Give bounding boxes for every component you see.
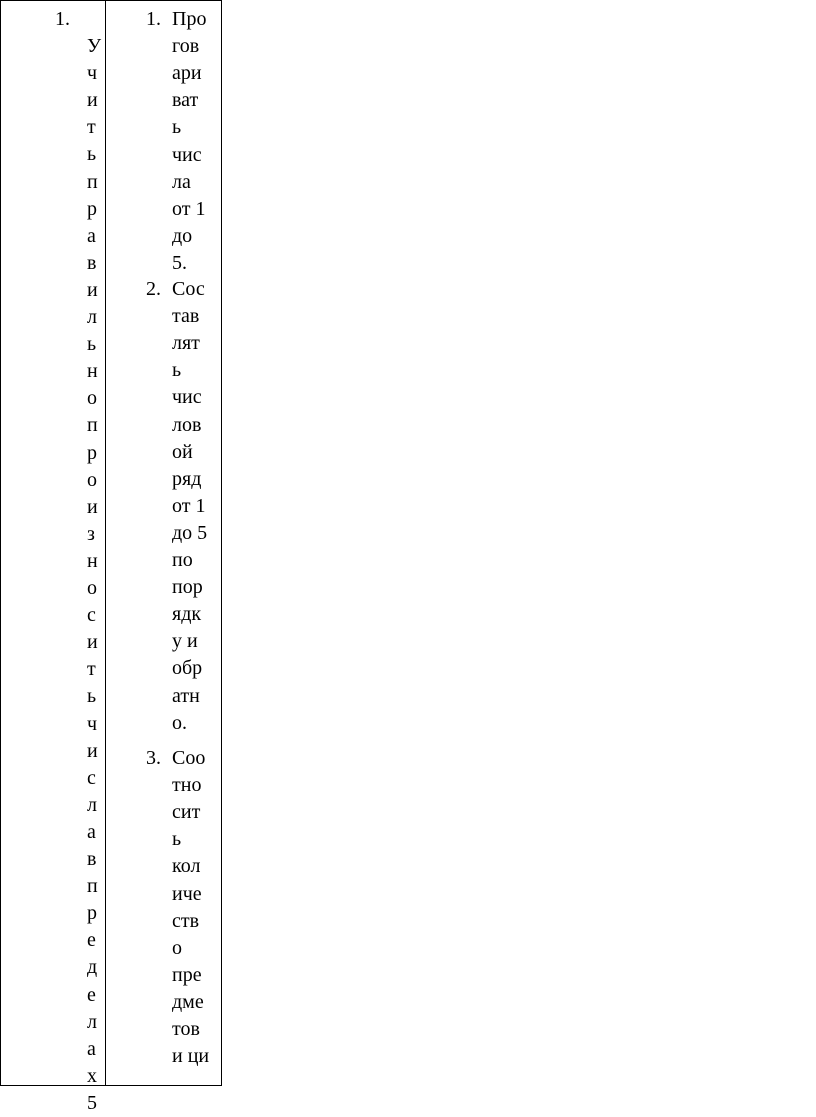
left-text-line: с xyxy=(87,766,96,789)
left-text-line: ь xyxy=(87,143,97,166)
left-text-line: т xyxy=(87,116,96,139)
left-text-line: л xyxy=(87,1010,97,1033)
right-text-line: кол xyxy=(172,855,201,878)
document-table xyxy=(0,0,222,1114)
right-item-1-marker: 1. xyxy=(146,8,161,30)
right-text-line: дме xyxy=(172,990,204,1013)
right-text-line: по xyxy=(172,549,193,571)
left-text-line: р xyxy=(87,902,97,925)
right-text-line: чис xyxy=(172,143,202,166)
left-text-line: и xyxy=(87,631,98,654)
right-text-line: лов xyxy=(172,413,202,436)
right-text-line: ь xyxy=(172,116,182,139)
right-text-line: о. xyxy=(172,711,187,734)
right-item-3-marker: 3. xyxy=(146,747,161,769)
left-text-line: х xyxy=(87,1064,97,1087)
left-text-line: а xyxy=(87,820,96,843)
left-text-line: в xyxy=(87,848,97,870)
right-text-line: тав xyxy=(172,305,200,328)
left-text-line: л xyxy=(87,793,97,816)
right-text-line: пре xyxy=(172,963,202,986)
right-text-line: Соо xyxy=(172,747,206,769)
left-text-line: н xyxy=(87,360,98,383)
table-cell-left xyxy=(1,1,106,1114)
left-text-line: с xyxy=(87,604,96,627)
right-text-line: ь xyxy=(172,828,182,851)
left-text-line: п xyxy=(87,170,98,193)
right-text-line: тно xyxy=(172,774,202,797)
left-text-line: ь xyxy=(87,333,97,356)
left-item-marker: 1. xyxy=(55,8,70,30)
right-text-line: и ци xyxy=(172,1045,210,1068)
right-text-line: сит xyxy=(172,801,201,824)
left-text-line: У xyxy=(87,35,102,57)
right-text-line: ств xyxy=(172,909,200,932)
left-text-line: р xyxy=(87,441,97,464)
right-text-line: обр xyxy=(172,657,203,680)
right-text-line: ряд xyxy=(172,467,202,490)
left-text-line: а xyxy=(87,1037,96,1060)
left-text-line: т xyxy=(87,658,96,681)
left-text-line: п xyxy=(87,414,98,437)
left-text-line: л xyxy=(87,306,97,328)
left-text-line: а xyxy=(87,224,96,247)
right-text-line: ядк xyxy=(172,603,202,626)
left-text-line: в xyxy=(87,251,97,274)
left-text-line: з xyxy=(87,522,95,545)
right-text-line: ари xyxy=(172,62,202,85)
left-text-line: и xyxy=(87,495,98,518)
right-text-line: ой xyxy=(172,440,193,463)
left-text-line: п xyxy=(87,875,98,898)
left-text-line: н xyxy=(87,549,98,572)
right-text-line: у и xyxy=(172,630,198,653)
right-text-line: до xyxy=(172,224,193,247)
right-text-line: гов xyxy=(172,35,200,58)
left-text-line: ч xyxy=(87,62,98,85)
left-text-line: и xyxy=(87,278,98,301)
right-text-line: чис xyxy=(172,386,202,409)
right-item-2-marker: 2. xyxy=(146,278,161,300)
right-text-line: Сос xyxy=(172,278,205,300)
left-text-line: о xyxy=(87,468,97,491)
right-text-line: лят xyxy=(172,332,200,355)
table-cell-right xyxy=(106,1,221,1085)
left-text-line: и xyxy=(87,89,98,112)
left-text-line: 5 xyxy=(87,1091,97,1114)
left-text-line: ч xyxy=(87,712,98,735)
right-text-line: о xyxy=(172,936,182,959)
left-text-line: д xyxy=(87,956,98,979)
right-text-line: до 5 xyxy=(172,521,208,544)
right-text-line: атн xyxy=(172,684,200,707)
right-text-line: ват xyxy=(172,89,199,112)
left-text-line: о xyxy=(87,387,97,410)
right-text-line: Про xyxy=(172,8,207,30)
right-text-line: ла xyxy=(172,170,191,193)
right-text-line: от 1 xyxy=(172,197,206,220)
left-text-line: е xyxy=(87,983,96,1006)
left-text-line: и xyxy=(87,739,98,762)
right-text-line: иче xyxy=(172,882,202,905)
left-text-line: ь xyxy=(87,685,97,708)
left-text-line: р xyxy=(87,197,97,220)
right-text-line: пор xyxy=(172,576,203,599)
right-text-line: тов xyxy=(172,1018,200,1040)
left-text-line: е xyxy=(87,929,96,952)
right-text-line: ь xyxy=(172,359,182,382)
right-text-line: 5. xyxy=(172,251,187,274)
right-text-line: от 1 xyxy=(172,494,206,517)
left-text-line: о xyxy=(87,577,97,599)
